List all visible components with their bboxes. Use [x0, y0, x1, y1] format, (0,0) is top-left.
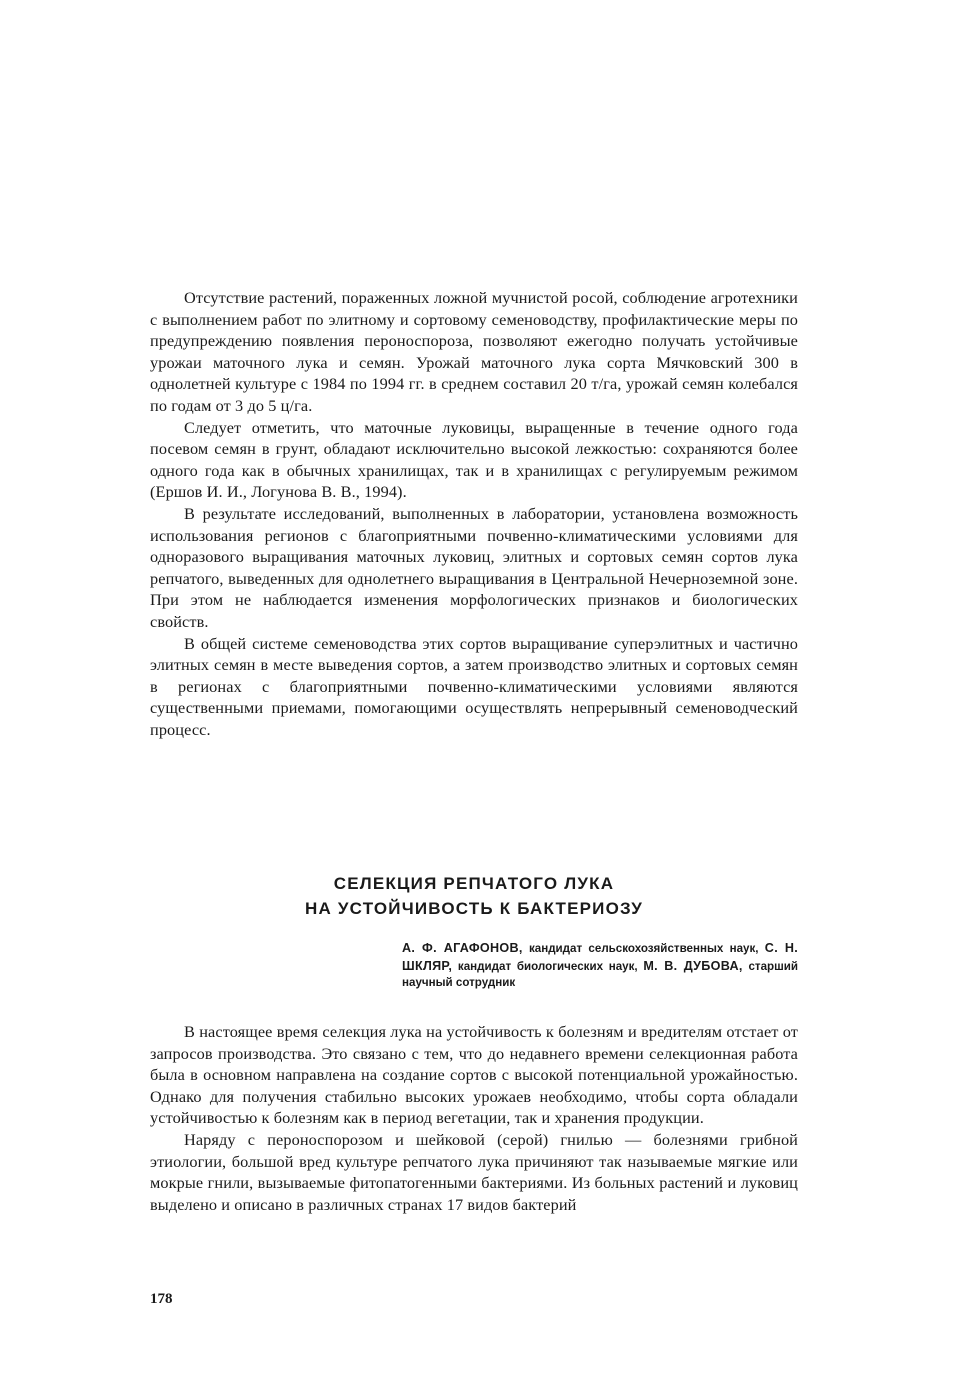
paragraph: В настоящее время селекция лука на устойчивость к болезням и вредителям отстает от запросов производства. Это связано с тем, что до недавнего времени селекционная работа была в основном направлена на создание сортов с высокой потенциальной урожайностью. Однако для получения стабильно высоких урожаев необходимо, чтобы сорта обладали устойчивостью к болезням как в период вегетации, так и хранения продукции. — [150, 1022, 798, 1128]
article-authors — [402, 940, 798, 992]
paragraph: В общей системе семеноводства этих сортов выращивание суперэлитных и частично элитных семян в месте выведения сортов, а затем производство элитных и сортовых семян в регионах с благоприятными почвенно-климатическими условиями являются существенными приемами, помогающими осуществлять непрерывный семеноводческий процесс. — [150, 633, 798, 739]
author-name: М. В. ДУБОВА, — [643, 958, 743, 973]
article-title — [150, 871, 798, 921]
text-block-bottom — [150, 1021, 798, 1215]
article-title-line2: НА УСТОЙЧИВОСТЬ К БАКТЕРИОЗУ — [305, 899, 643, 918]
paragraph: Отсутствие растений, пораженных ложной мучнистой росой, соблюдение агротехники с выполнением работ по элитному и сортовому семеноводству, профилактические меры по предупреждению появления пероноспороза, позволяют ежегодно получать устойчивые урожаи маточного лука и семян. Урожай маточного лука сорта Мячковский 300 в однолетней культуре с 1984 по 1994 гг. в среднем составил 20 т/га, урожай семян колебался по годам от 3 до 5 ц/га. — [150, 288, 798, 415]
author-role: старший научный сотрудник — [402, 959, 799, 989]
article-title-line1: СЕЛЕКЦИЯ РЕПЧАТОГО ЛУКА — [333, 874, 615, 893]
author-name: С. Н. ШКЛЯР, — [402, 941, 799, 973]
author-role: кандидат биологических наук, — [457, 959, 638, 973]
paragraph: Следует отметить, что маточные луковицы, выращенные в течение одного года посевом семян в грунт, обладают исключительно высокой лежкостью: сохраняются более одного года как в обычных хранилищах, так и в хранилищах с регулируемым режимом (Ершов И. И., Логунова В. В., 1994). — [150, 417, 798, 502]
author-role: кандидат сельскохозяйственных наук, — [528, 942, 759, 955]
text-block-top — [150, 287, 798, 740]
paragraph: Наряду с пероноспорозом и шейковой (серой) гнилью — болезнями грибной этиологии, большой вред культуре репчатого лука причиняют так называемые мягкие или мокрые гнили, вызываемые фитопатогенными бактериями. Из больных растений и луковиц выделено и описано в различных странах 17 видов бактерий — [150, 1129, 798, 1214]
author-name: А. Ф. АГАФОНОВ, — [402, 941, 523, 955]
paragraph: В результате исследований, выполненных в лаборатории, установлена возможность использования регионов с благоприятными почвенно-климатическими условиями для одноразового выращивания маточных луковиц, элитных и сортовых семян сортов лука репчатого, выведенных для однолетнего выращивания в Центральной Нечерноземной зоне. При этом не наблюдается изменения морфологических признаков и биологических свойств. — [150, 503, 798, 631]
page-number: 178 — [150, 1291, 173, 1307]
